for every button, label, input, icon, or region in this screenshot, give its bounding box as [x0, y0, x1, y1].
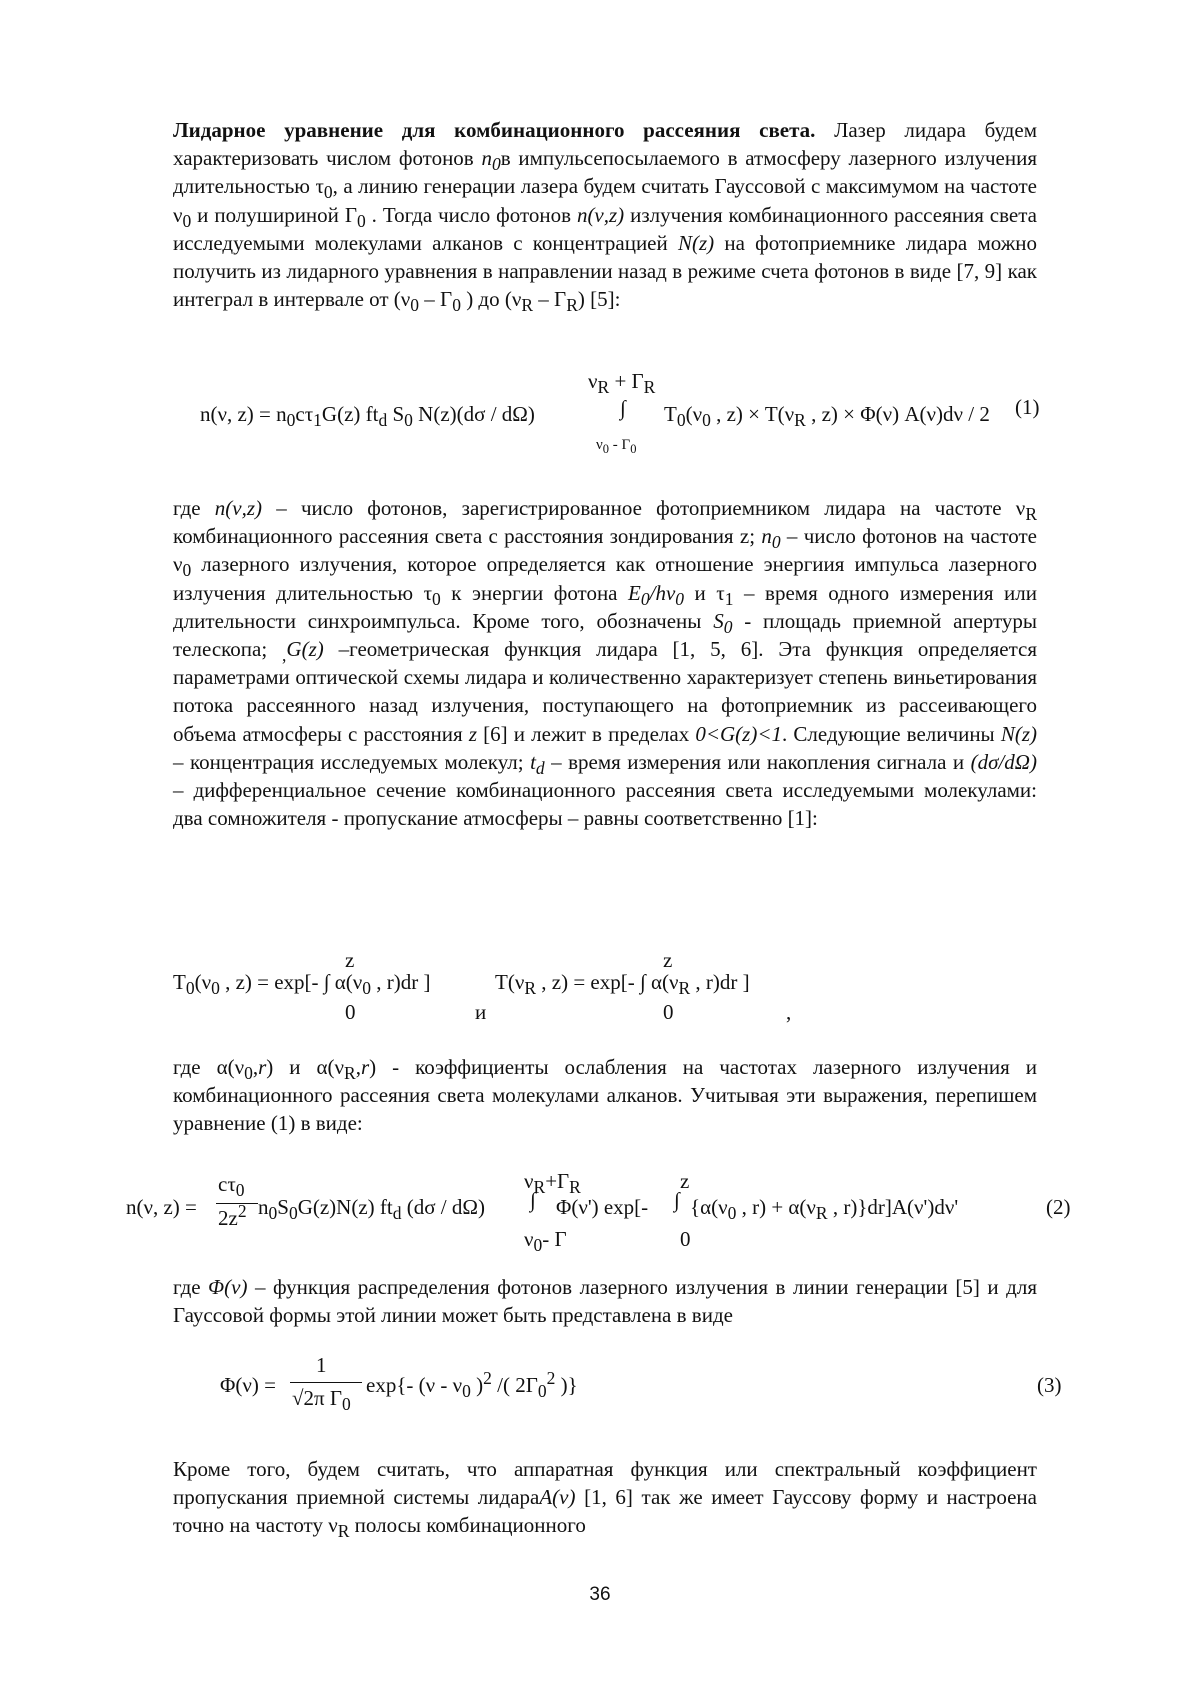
eq1-integral-sign: ∫ [620, 396, 626, 421]
eq2-integral2-upper: z [680, 1169, 689, 1194]
eq2-left-side: n(ν, z) = [126, 1195, 197, 1220]
paragraph-apparatus [173, 1455, 1037, 1540]
eq2-integral1-lower: ν0- Γ [524, 1227, 567, 1252]
eq2-integral2-sign: ∫ [674, 1188, 680, 1213]
eq2-integral2-lower: 0 [680, 1227, 691, 1252]
paragraph-distribution-body: где Φ(ν) – функция распределения фотонов лазерного излучения в линии генерации [5] и для Гауссовой формы этой линии может быть представлена в виде [173, 1273, 1037, 1329]
paragraph-distribution [173, 1273, 1037, 1329]
paragraph-coefficients-body: где α(ν0,r) и α(νR,r) - коэффициенты ослабления на частотах лазерного излучения и комбинационного рассеяния света молекулами алканов. Учитывая эти выражения, перепишем уравнение (1) в виде: [173, 1053, 1037, 1138]
eq1-right-side: T0(ν0 , z) × T(νR , z) × Φ(ν) A(ν)dν / 2 [664, 402, 990, 427]
paragraph-apparatus-body: Кроме того, будем считать, что аппаратная функция или спектральный коэффициент пропускания приемной системы лидараA(ν) [1, 6] так же имеет Гауссову форму и настроена точно на частоту νR полосы комбинационного [173, 1455, 1037, 1540]
paragraph-intro [173, 116, 1037, 313]
t0-upper-limit: z [345, 948, 354, 973]
paragraph-intro-body: Лазер лидара будем характеризовать числом фотонов n0в импульсепосылаемого в атмосферу лазерного излучения длительностью τ0, а линию генерации лазера будем считать Гауссовой с максимумом на частоте ν0 и полушириной Γ0 . Тогда число фотонов n(ν,z) излучения комбинационного рассеяния света исследуемыми молекулами алканов с концентрацией N(z) на фотоприемнике лидара можно получить из лидарного уравнения в направлении назад в режиме счета фотонов в виде [7, 9] как интеграл в интервале от (ν0 – Γ0 ) до (νR – ΓR) [5]: [173, 118, 1037, 311]
page-number: 36 [0, 1584, 1200, 1606]
eq1-lower-limit: ν0 - Γ0 [596, 437, 636, 454]
trailing-comma: , [786, 1000, 791, 1025]
eq1-number: (1) [1015, 394, 1039, 420]
eq3-number: (3) [1037, 1373, 1062, 1398]
eq1-upper-limit: νR + ΓR [588, 369, 655, 394]
paragraph-definitions-body: где n(ν,z) – число фотонов, зарегистрированное фотоприемником лидара на частоте νR комбинационного рассеяния света с расстояния зондирования z; n0 – число фотонов на частоте ν0 лазерного излучения, которое определяется как отношение энергиия импульса лазерного излучения длительностью τ0 к энергии фотона E0/hν0 и τ1 – время одного измерения или длительности синхроимпульса. Кроме того, обозначены S0 - площадь приемной апертуры телескопа; ,G(z) –геометрическая функция лидара [1, 5, 6]. Эта функция определяется параметрами оптической схемы лидара и количественно характеризует степень виньетирования потока рассеянного назад излучения, поступающего на фотоприемник из рассеивающего объема атмосферы с расстояния z [6] и лежит в пределах 0<G(z)<1. Следующие величины N(z) – концентрация исследуемых молекул; td – время измерения или накопления сигнала и (dσ/dΩ) – дифференциальное сечение комбинационного рассеяния света исследуемыми молекулами: два сомножителя - пропускание атмосферы – равны соответственно [1]: [173, 494, 1037, 832]
paragraph-definitions [173, 494, 1037, 832]
eq2-fraction-denominator: 2z2 [218, 1206, 247, 1231]
eq3-right-side: exp{- (ν - ν0 )2 /( 2Γ02 )} [366, 1373, 578, 1398]
t-equation: T(νR , z) = exp[- ∫ α(νR , r)dr ] [495, 970, 750, 995]
conjunction-and: и [475, 1000, 486, 1025]
eq3-fraction-bar [290, 1382, 362, 1383]
eq2-integral1-upper: νR+ΓR [524, 1169, 581, 1194]
eq2-middle: n0S0G(z)N(z) ftd (dσ / dΩ) [258, 1195, 485, 1220]
eq2-phi-exp: Φ(ν') exp[- [556, 1195, 648, 1220]
paragraph-coefficients [173, 1053, 1037, 1138]
eq1-left-side: n(ν, z) = n0cτ1G(z) ftd S0 N(z)(dσ / dΩ) [200, 402, 535, 427]
eq2-fraction-numerator: cτ0 [218, 1172, 245, 1197]
eq2-integral1-sign: ∫ [530, 1188, 536, 1213]
eq3-left-side: Φ(ν) = [220, 1373, 276, 1398]
section-title: Лидарное уравнение для комбинационного рассеяния света. [173, 118, 815, 142]
eq3-numerator: 1 [316, 1353, 327, 1378]
t0-equation: T0(ν0 , z) = exp[- ∫ α(ν0 , r)dr ] [173, 970, 431, 995]
t-lower-limit: 0 [663, 1000, 674, 1025]
t0-lower-limit: 0 [345, 1000, 356, 1025]
eq3-denominator: √2π Γ0 [292, 1386, 351, 1411]
eq2-right-side: {α(ν0 , r) + α(νR , r)}dr]A(ν')dν' [690, 1195, 958, 1220]
t-upper-limit: z [663, 948, 672, 973]
eq2-number: (2) [1046, 1195, 1071, 1220]
